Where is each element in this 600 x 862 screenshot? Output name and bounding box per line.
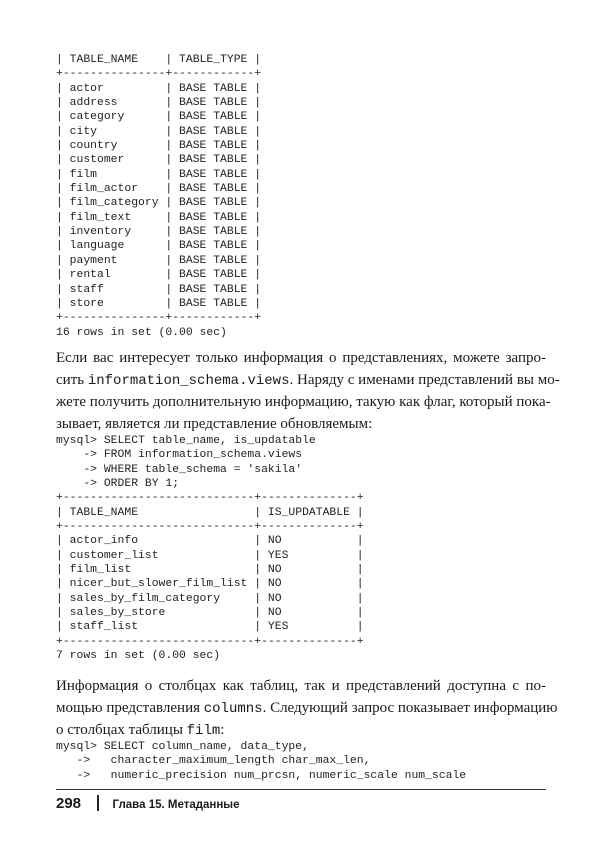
page-footer [56, 795, 240, 813]
paragraph-views-intro [56, 348, 560, 435]
tables-result-block: | TABLE_NAME | TABLE_TYPE | +---------------+------------+ | actor | BASE TABLE | | address | BASE TABLE | | category | BASE TABLE | | city | BASE TABLE | | country | BASE TABLE | | customer | BASE TABLE | | film | BASE TABLE | | film_actor | BASE TABLE | | film_category | BASE TABLE | | film_text | BASE TABLE | | inventory | BASE TABLE | | language | BASE TABLE | | payment | BASE TABLE | | rental | BASE TABLE | | staff | BASE TABLE | | store | BASE TABLE | +---------------+------------+ 16 rows in set (0.00 sec) [56, 54, 262, 339]
footer-divider [56, 789, 546, 790]
paragraph-line: Если вас интересует только информация о представлениях, можете запро- [56, 350, 546, 366]
paragraph-line: сить information_schema.views. Наряду с именами представлений вы мо- [56, 371, 560, 389]
paragraph-columns-intro [56, 676, 558, 743]
columns-query-block: mysql> SELECT column_name, data_type, -> character_maximum_length char_max_len, -> numeric_precision num_prcsn, numeric_scale num_scale [56, 741, 467, 782]
chapter-title: Глава 15. Метаданные [112, 799, 240, 811]
paragraph-line: зывает, является ли представление обновляемым: [56, 415, 373, 432]
paragraph-line: мощью представления columns. Следующий запрос показывает информацию [56, 699, 558, 717]
footer-separator [97, 795, 99, 811]
page-number: 298 [56, 795, 82, 812]
paragraph-line: о столбцах таблицы film: [56, 722, 225, 739]
paragraph-line: Информация о столбцах как таблиц, так и представлений доступна с по- [56, 678, 546, 694]
views-query-block: mysql> SELECT table_name, is_updatable -> FROM information_schema.views -> WHERE table_schema = 'sakila' -> ORDER BY 1; +----------------------------+--------------+ | TABLE_NAME | IS_UPDATABLE | +----------------------------+--------------+ | actor_info | NO | | customer_list | YES | | film_list | NO | | nicer_but_slower_film_list | NO | | sales_by_film_category | NO | | sales_by_store | NO | | staff_list | YES | +----------------------------+--------------+ 7 rows in set (0.00 sec) [56, 435, 364, 663]
inline-code: columns [203, 700, 263, 717]
inline-code: information_schema.views [87, 372, 290, 389]
paragraph-line: жете получить дополнительную информацию, такую как флаг, который пока- [56, 394, 551, 410]
inline-code: film [186, 723, 221, 739]
